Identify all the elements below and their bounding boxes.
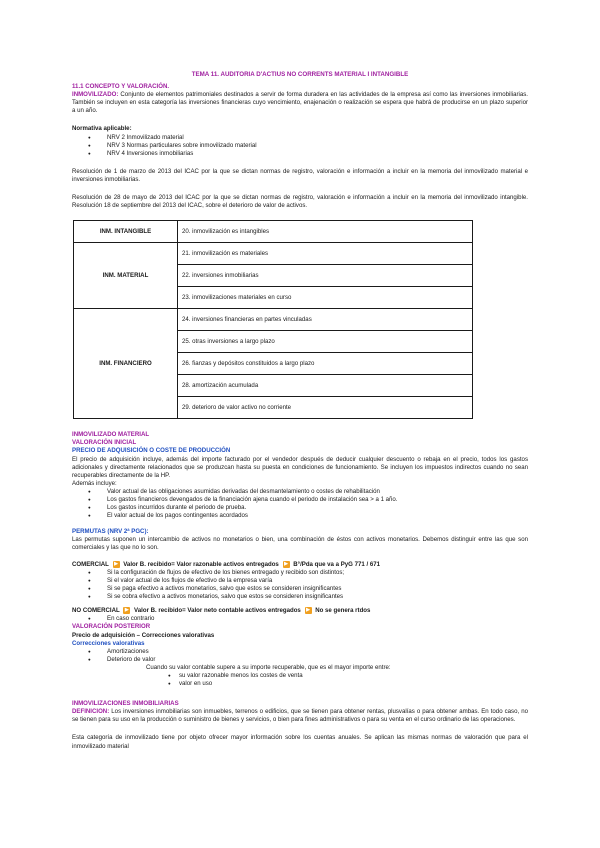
group-material: INM. MATERIAL xyxy=(74,243,178,309)
group-intangible: INM. INTANGIBLE xyxy=(74,221,178,243)
permutas-paragraph: Las permutas suponen un intercambio de activos no monetarios o bien, una combinación de éstos con activos monetarios. Debemos distinguir entre las que son comerciales y las que no lo son. xyxy=(72,536,528,552)
list-item: ● En caso contrario xyxy=(86,615,528,623)
no-comercial-line xyxy=(72,607,528,615)
accounts-table xyxy=(73,220,473,419)
permutas-heading: PERMUTAS (NRV 2ª PGC): xyxy=(72,528,149,536)
correcciones-heading: Correcciones valorativas xyxy=(72,639,145,647)
list-item: ● El valor actual de los pagos contingentes acordados xyxy=(86,512,528,520)
comercial-list xyxy=(72,569,528,601)
arrow-right-icon: ▶ xyxy=(284,560,288,567)
inmobiliarias-heading: INMOVILIZACIONES INMOBILIARIAS xyxy=(72,700,179,708)
account-cell: 25. otras inversiones a largo plazo xyxy=(178,331,473,353)
resolucion-1: Resolución de 1 de marzo de 2013 del ICAC por la que se dictan normas de registro, valoración e información a incluir en la memoria del inmovilizado material e inversiones inmobiliarias. xyxy=(72,167,528,183)
correcciones-list xyxy=(72,648,528,664)
normativa-list xyxy=(72,134,528,158)
list-item: ● NRV 4 Inversiones inmobiliarias xyxy=(86,150,528,158)
list-item: ● valor en uso xyxy=(168,680,528,688)
table-row xyxy=(74,309,473,331)
no-comercial-formula: Valor B. recibido= Valor neto contable activos entregados xyxy=(134,607,301,615)
list-item: ● Si se cobra efectivo a activos monetarios, salvo que estos se consideren insignificantes xyxy=(86,593,528,601)
list-item: ● Los gastos financieros devengados de la financiación ajena cuando el periodo de instalación sea > a 1 año. xyxy=(86,496,528,504)
precio-paragraph: El precio de adquisición incluye, además del importe facturado por el vendedor después de deducir cualquier descuento o rebaja en el precio, todos los gastos adicionales y directamente relacionados que se produzcan hasta su puesta en condiciones de funcionamiento. Se incluyen los impuestos indirectos cuando no sean recuperables directamente de la HP. xyxy=(72,455,528,479)
no-comercial-result: No se genera rtdos xyxy=(315,607,371,615)
incluye-list xyxy=(72,488,528,520)
list-item: ● Si el valor actual de los flujos de efectivo de la empresa varía xyxy=(86,577,528,585)
comercial-label: COMERCIAL xyxy=(72,560,109,568)
account-cell: 29. deterioro de valor activo no corriente xyxy=(178,397,473,419)
final-paragraph: Esta categoría de inmovilizado tiene por objeto ofrecer mayor información sobre los cuentas anuales. Se aplican las mismas normas de valoración que para el inmovilizado material xyxy=(72,734,528,750)
arrow-right-icon: ▶ xyxy=(114,560,118,567)
resolucion-2: Resolución de 28 de mayo de 2013 del ICAC por la que se dictan normas de registro, valoración e información a incluir en la memoria del inmovilizado intangible. Resolución 18 de septiembre del 2013 del ICAC, sobre el deterioro de valor de activos. xyxy=(72,194,528,210)
precio-correcciones: Precio de adquisición – Correcciones valorativas xyxy=(72,631,215,639)
deterioro-text: Cuando su valor contable supere a su importe recuperable, que es el mayor importe entre: xyxy=(146,663,391,671)
normativa-label: Normativa aplicable: xyxy=(72,125,132,133)
arrow-right-icon: ▶ xyxy=(306,607,310,614)
material-heading: INMOVILIZADO MATERIAL xyxy=(72,431,150,439)
table-row xyxy=(74,243,473,265)
comercial-line xyxy=(72,561,528,569)
list-item: ● Valor actual de las obligaciones asumidas derivadas del desmantelamiento o costes de rehabilitación xyxy=(86,488,528,496)
list-item: ● Los gastos incurridos durante el periodo de prueba. xyxy=(86,504,528,512)
valoracion-inicial-heading: VALORACIÓN INICIAL xyxy=(72,439,137,447)
account-cell: 21. inmovilización es materiales xyxy=(178,243,473,265)
no-comercial-label: NO COMERCIAL xyxy=(72,607,120,615)
group-financiero: INM. FINANCIERO xyxy=(74,309,178,419)
account-cell: 24. inversiones financieras en partes vinculadas xyxy=(178,309,473,331)
section-heading-concepto: 11.1 CONCEPTO Y VALORACIÓN. xyxy=(72,83,170,91)
list-item: ● Si la configuración de flujos de efectivo de los bienes entregado y recibido son distintos; xyxy=(86,569,528,577)
comercial-result: B°/Pdа que va a PyG 771 / 671 xyxy=(293,560,381,568)
list-item: ● Deterioro de valor xyxy=(86,656,528,664)
document-page xyxy=(72,71,528,751)
account-cell: 22. inversiones inmobiliarias xyxy=(178,265,473,287)
definicion-label: DEFINICION: xyxy=(72,708,110,716)
inmovilizado-text: Conjunto de elementos patrimoniales destinados a servir de forma duradera en las actividades de la empresa así como las inversiones inmobiliarias. También se incluyen en esta categoría las inversiones financieras cuyo vencimiento, enajenación o realización se espera que habrá de producirse en un plazo superior a un año. xyxy=(72,91,528,115)
list-item: ● NRV 3 Normas particulares sobre inmovilizado material xyxy=(86,142,528,150)
account-cell: 28. amortización acumulada xyxy=(178,375,473,397)
list-item: ● su valor razonable menos los costes de venta xyxy=(168,672,528,680)
list-item: ● Amortizaciones xyxy=(86,648,528,656)
account-cell: 23. inmovilizaciones materiales en curso xyxy=(178,287,473,309)
document-title: TEMA 11. AUDITORIA D'ACTIUS NO CORRENTS MATERIAL I INTANGIBLE xyxy=(191,71,409,78)
valoracion-posterior-heading: VALORACIÓN POSTERIOR xyxy=(72,623,151,631)
inmovilizado-label: INMOVILIZADO: xyxy=(72,91,119,99)
account-cell: 20. inmovilización es intangibles xyxy=(178,221,473,243)
ademas-label: Además incluye: xyxy=(72,479,117,487)
inmovilizado-paragraph xyxy=(72,91,528,115)
deterioro-list xyxy=(72,672,528,688)
comercial-formula: Valor B. recibido= Valor razonable activos entregados xyxy=(123,560,279,568)
definicion-paragraph xyxy=(72,708,528,724)
precio-adquisicion-heading: PRECIO DE ADQUISICIÓN O COSTE DE PRODUCCIÓN xyxy=(72,447,231,455)
definicion-text: Los inversiones inmobiliarias son inmuebles, terrenos o edificios, que se tienen para obtener rentas, plusvalías o para obtener ambas. En todo caso, no se tienen para su uso en la producción o suministro de bienes y servicios, o bien para fines administrativos o para su venta en el curso ordinario de las operaciones. xyxy=(72,708,528,724)
list-item: ● Si se paga efectivo a activos monetarios, salvo que estos se consideren insignificantes xyxy=(86,585,528,593)
no-comercial-list xyxy=(72,615,528,623)
arrow-right-icon: ▶ xyxy=(124,607,129,614)
table-row xyxy=(74,221,473,243)
account-cell: 26. fianzas y depósitos constituidos a largo plazo xyxy=(178,353,473,375)
list-item: ● NRV 2 Inmovilizado material xyxy=(86,134,528,142)
